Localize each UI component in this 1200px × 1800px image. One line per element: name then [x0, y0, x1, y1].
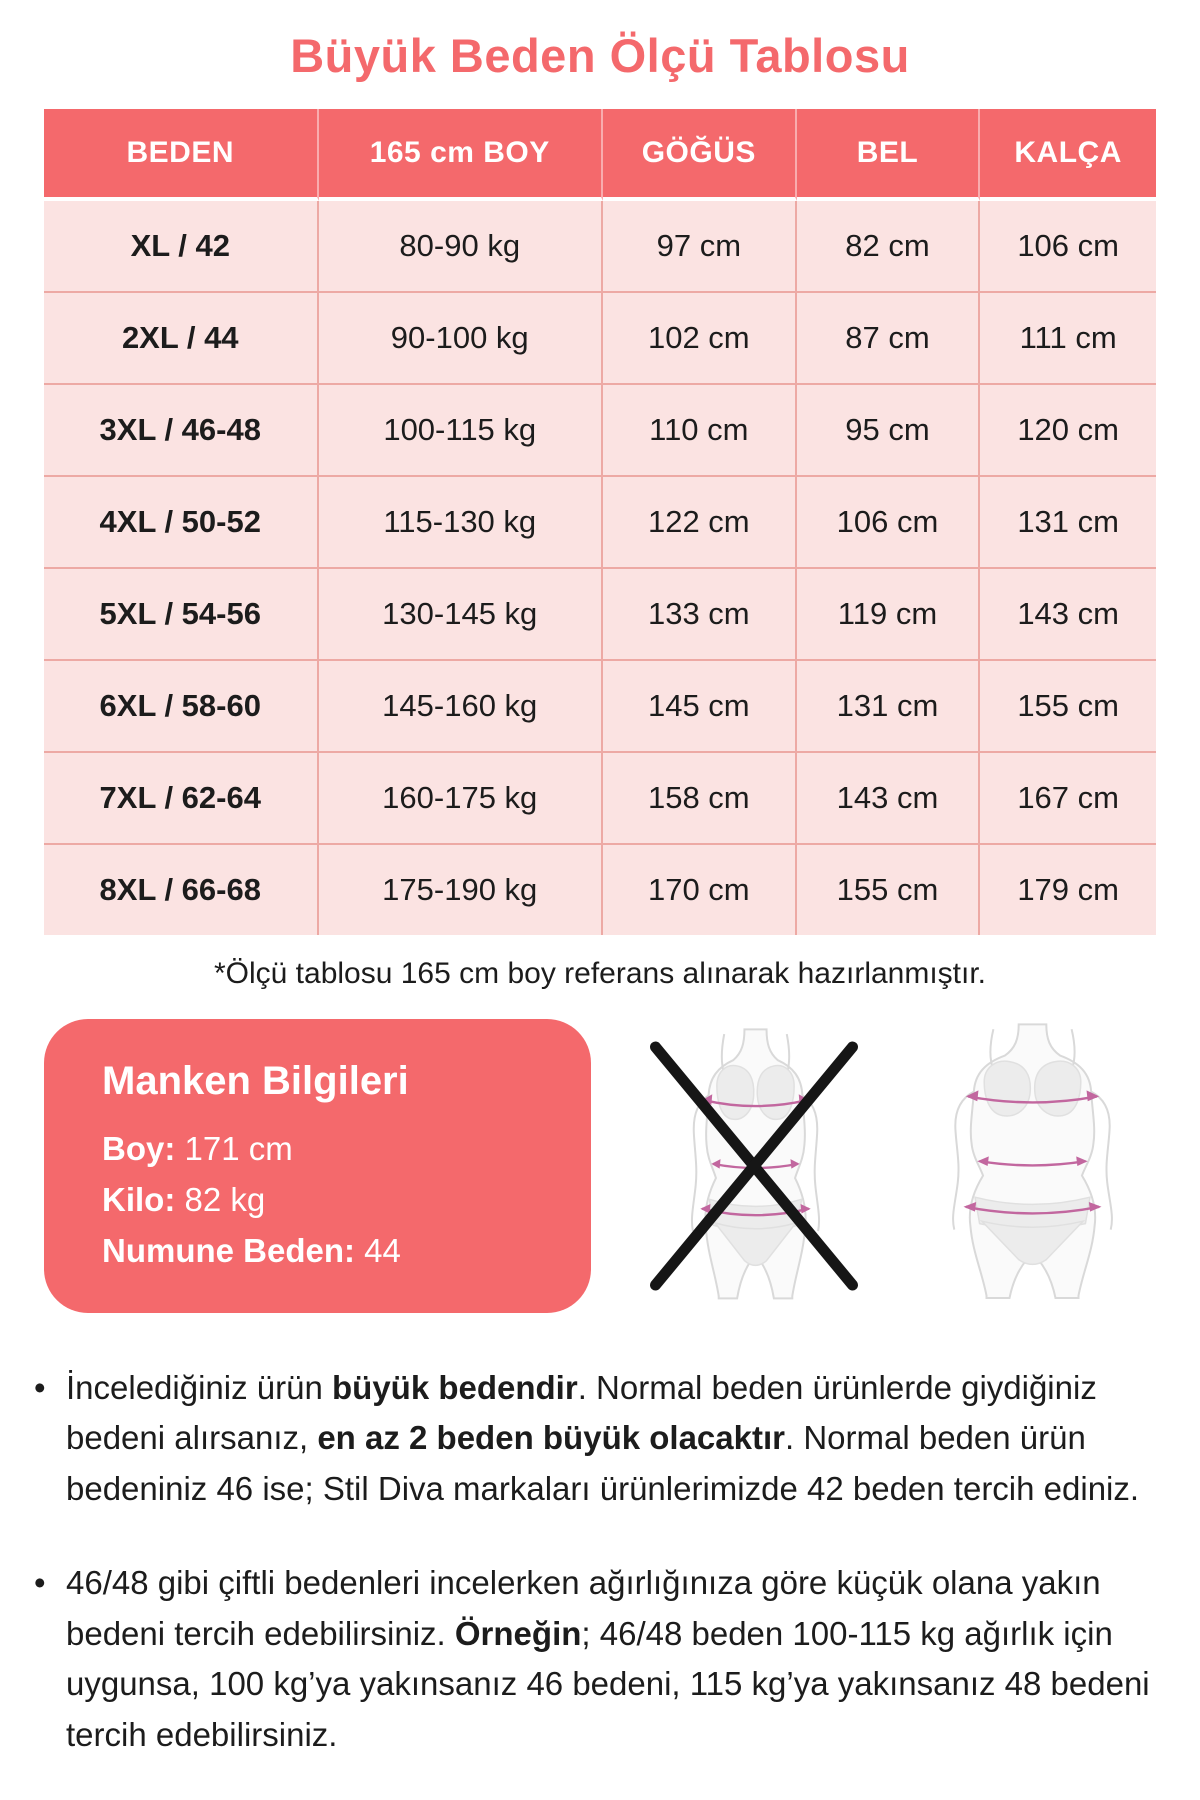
model-info-line: Numune Beden: 44 [102, 1232, 401, 1269]
table-header-cell: 165 cm BOY [319, 109, 603, 201]
model-info-line: Boy: 171 cm [102, 1130, 293, 1167]
model-info-line: Kilo: 82 kg [102, 1181, 266, 1218]
measurement-cell: 111 cm [980, 293, 1156, 385]
measurement-cell: 80-90 kg [319, 201, 603, 293]
body-figures [600, 1017, 1175, 1317]
size-cell: 2XL / 44 [44, 293, 319, 385]
measurement-cell: 115-130 kg [319, 477, 603, 569]
measurement-cell: 145 cm [603, 661, 797, 753]
measurement-cell: 106 cm [980, 201, 1156, 293]
measurement-cell: 97 cm [603, 201, 797, 293]
measurement-cell: 90-100 kg [319, 293, 603, 385]
measurement-cell: 106 cm [797, 477, 981, 569]
measurement-cell: 120 cm [980, 385, 1156, 477]
model-info-row [0, 1017, 1200, 1323]
table-header-cell: KALÇA [980, 109, 1156, 201]
page-title: Büyük Beden Ölçü Tablosu [290, 29, 910, 82]
measurement-cell: 170 cm [603, 845, 797, 935]
measurement-cell: 87 cm [797, 293, 981, 385]
measurement-cell: 133 cm [603, 569, 797, 661]
size-cell: 7XL / 62-64 [44, 753, 319, 845]
note-item: • 46/48 gibi çiftli bedenleri incelerken ağırlığınıza göre küçük olana yakın bedeni tercih edebilirsiniz. Örneğin; 46/48 beden 100-115 kg ağırlık için uygunsa, 100 kg’ya yakınsanız 46 bedeni, 115 kg’ya yakınsanız 48 bedeni tercih edebilirsiniz. [34, 1558, 1172, 1760]
table-header-cell: BEDEN [44, 109, 319, 201]
size-cell: 8XL / 66-68 [44, 845, 319, 935]
measurement-cell: 122 cm [603, 477, 797, 569]
measurement-cell: 110 cm [603, 385, 797, 477]
measurement-cell: 155 cm [797, 845, 981, 935]
measurement-cell: 155 cm [980, 661, 1156, 753]
note-item: • İncelediğiniz ürün büyük bedendir. Normal beden ürünlerde giydiğiniz bedeni alırsanız, en az 2 beden büyük olacaktır. Normal beden ürün bedeniniz 46 ise; Stil Diva markaları ürünlerimizde 42 beden tercih ediniz. [34, 1363, 1172, 1514]
measurement-cell: 145-160 kg [319, 661, 603, 753]
correct-figure-icon [953, 1024, 1112, 1298]
notes-list [34, 1363, 1172, 1760]
table-footnote: *Ölçü tablosu 165 cm boy referans alınarak hazırlanmıştır. [213, 957, 987, 990]
size-table [44, 109, 1156, 935]
measurement-cell: 119 cm [797, 569, 981, 661]
measurement-cell: 143 cm [797, 753, 981, 845]
table-header-cell: GÖĞÜS [603, 109, 797, 201]
measurement-cell: 102 cm [603, 293, 797, 385]
measurement-cell: 100-115 kg [319, 385, 603, 477]
size-cell: 6XL / 58-60 [44, 661, 319, 753]
size-cell: 4XL / 50-52 [44, 477, 319, 569]
crossed-out-figure-icon [656, 1029, 853, 1298]
measurement-cell: 179 cm [980, 845, 1156, 935]
size-cell: 5XL / 54-56 [44, 569, 319, 661]
measurement-cell: 131 cm [797, 661, 981, 753]
measurement-cell: 143 cm [980, 569, 1156, 661]
size-cell: 3XL / 46-48 [44, 385, 319, 477]
measurement-cell: 130-145 kg [319, 569, 603, 661]
measurement-cell: 160-175 kg [319, 753, 603, 845]
measurement-cell: 158 cm [603, 753, 797, 845]
measurement-cell: 95 cm [797, 385, 981, 477]
model-info-fields [102, 1130, 565, 1270]
model-info-box [44, 1019, 591, 1313]
measurement-figures-illustration [600, 1017, 1175, 1317]
model-info-title: Manken Bilgileri [102, 1059, 409, 1103]
table-header-cell: BEL [797, 109, 981, 201]
measurement-cell: 82 cm [797, 201, 981, 293]
measurement-cell: 131 cm [980, 477, 1156, 569]
measurement-cell: 167 cm [980, 753, 1156, 845]
measurement-cell: 175-190 kg [319, 845, 603, 935]
size-cell: XL / 42 [44, 201, 319, 293]
